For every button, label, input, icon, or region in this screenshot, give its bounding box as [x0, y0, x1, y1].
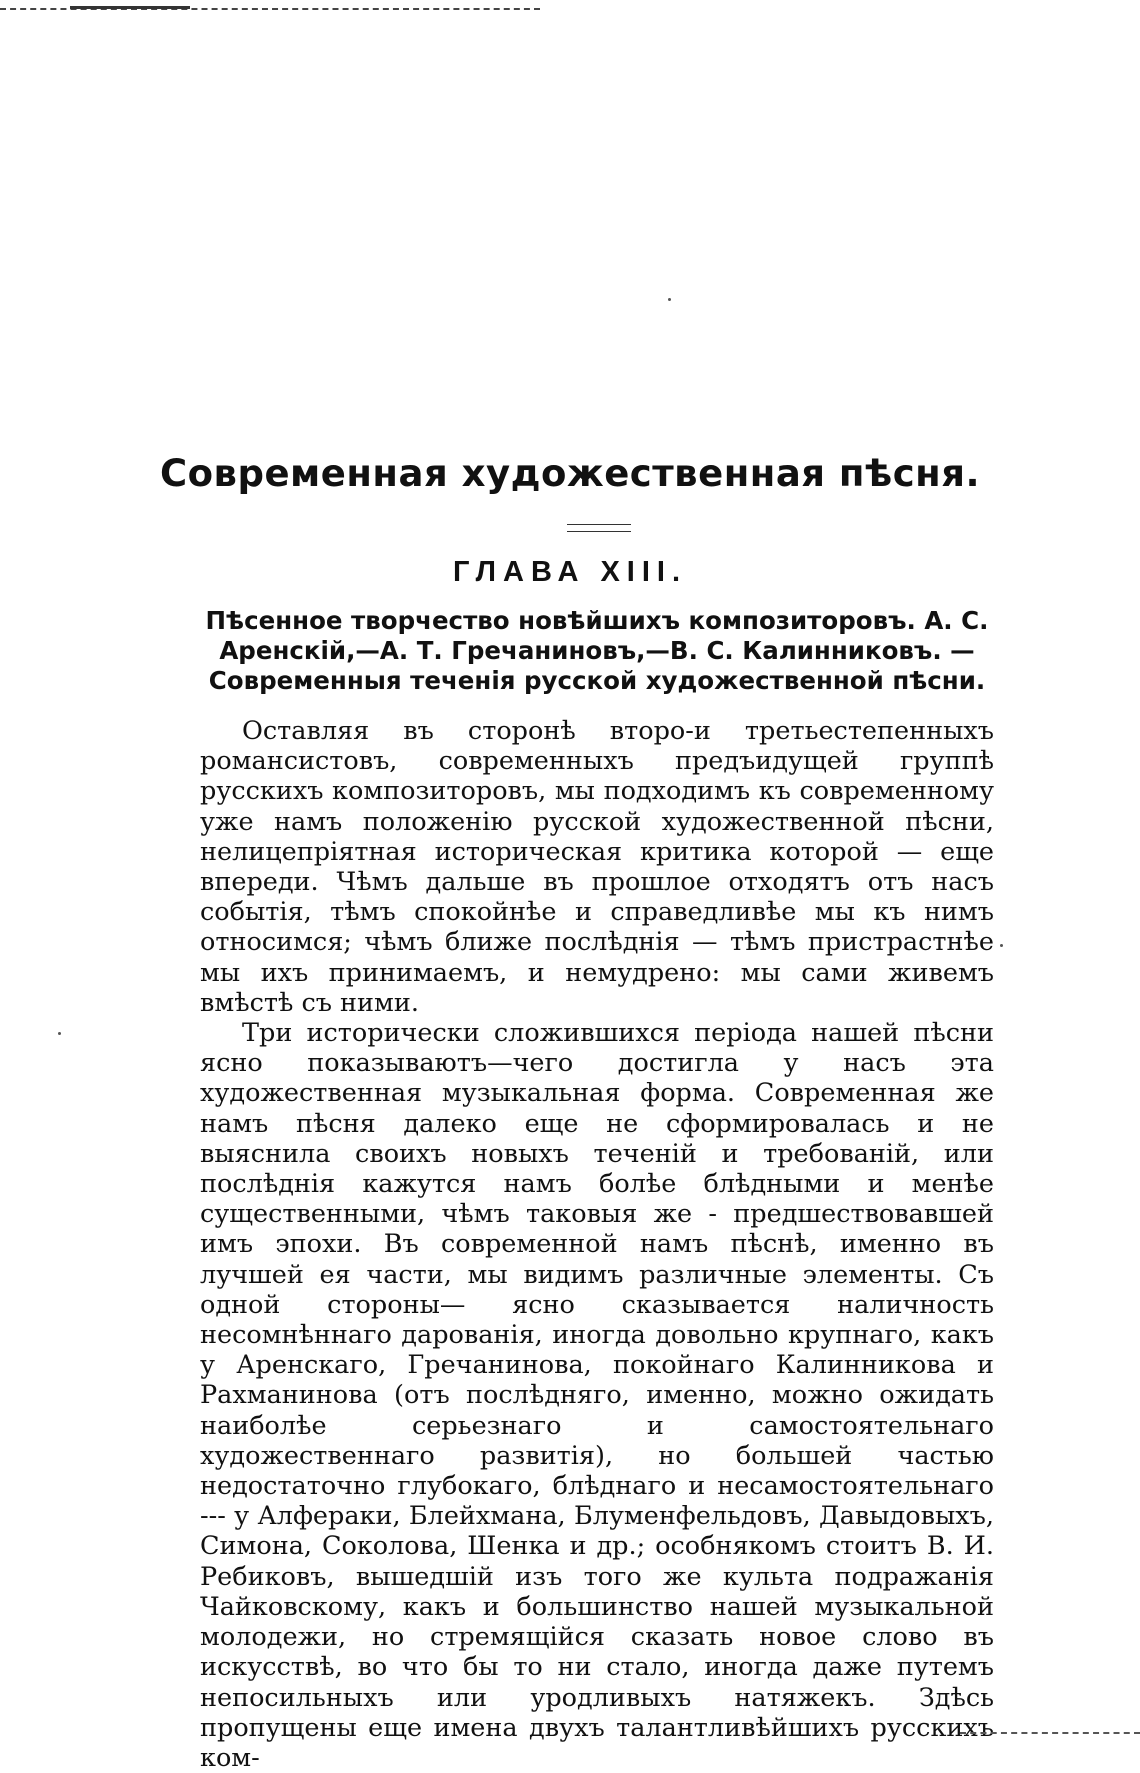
- chapter-subtitle: Пѣсенное творчество новѣйшихъ композиторовъ. А. С. Аренскій,—А. Т. Гречаниновъ,—В. С. Калинниковъ. — Современныя теченія русской художественной пѣсни.: [205, 606, 989, 695]
- paragraph-1: Оставляя въ сторонѣ второ-и третьестепенныхъ романсистовъ, современныхъ предъидущей группѣ русскихъ композиторовъ, мы подходимъ къ современному уже намъ положенію русской художественной пѣсни, нелицепріятная историческая критика которой — еще впереди. Чѣмъ дальше въ прошлое отходятъ отъ насъ событія, тѣмъ спокойнѣе и справедливѣе мы къ нимъ относимся; чѣмъ ближе послѣднія — тѣмъ пристрастнѣе мы ихъ принимаемъ, и немудрено: мы сами живемъ вмѣстѣ съ ними.: [200, 716, 994, 1018]
- scan-artifact-bottom: [960, 1732, 1140, 1734]
- scan-speck: [1000, 944, 1003, 947]
- scan-speck: [58, 1032, 61, 1035]
- chapter-label: ГЛАВА XIII.: [452, 556, 688, 588]
- scan-speck: [668, 298, 671, 301]
- body-text: [200, 716, 994, 1773]
- title-divider: [567, 524, 631, 532]
- page-title: Современная художественная пѣсня.: [159, 452, 981, 495]
- scan-artifact-top-bar: [70, 6, 190, 9]
- paragraph-2: Три исторически сложившихся періода нашей пѣсни ясно показываютъ—чего достигла у насъ эта художественная музыкальная форма. Современная же намъ пѣсня далеко еще не сформировалась и не выяснила своихъ новыхъ теченій и требованій, или послѣднія кажутся намъ болѣе блѣдными и менѣе существенными, чѣмъ таковыя же - предшествовавшей имъ эпохи. Въ современной намъ пѣснѣ, именно въ лучшей ея части, мы видимъ различные элементы. Съ одной стороны— ясно сказывается наличность несомнѣннаго дарованія, иногда довольно крупнаго, какъ у Аренскаго, Гречанинова, покойнаго Калинникова и Рахманинова (отъ послѣдняго, именно, можно ожидать наиболѣе серьезнаго и самостоятельнаго художественнаго развитія), но большей частью недостаточно глубокаго, блѣднаго и несамостоятельнаго --- у Алфераки, Блейхмана, Блуменфельдовъ, Давыдовыхъ, Симона, Соколова, Шенка и др.; особнякомъ стоитъ В. И. Ребиковъ, вышедшій изъ того же культа подражанія Чайковскому, какъ и большинство нашей музыкальной молодежи, но стремящійся сказать новое слово въ искусствѣ, во что бы то ни стало, иногда даже путемъ непосильныхъ или уродливыхъ натяжекъ. Здѣсь пропущены еще имена двухъ талантливѣйшихъ русскихъ ком-: [200, 1018, 994, 1773]
